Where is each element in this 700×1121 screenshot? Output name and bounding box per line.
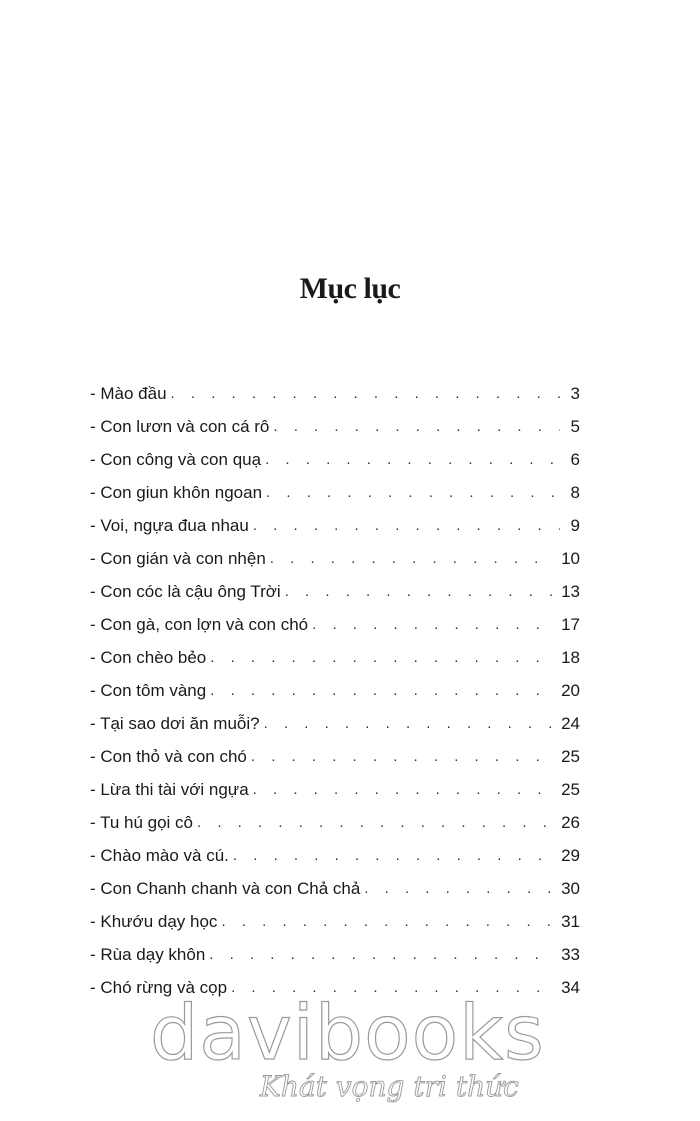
toc-page-number: 31 [561, 912, 580, 931]
toc-dot-leader [364, 878, 555, 900]
toc-dot-leader [270, 548, 555, 570]
toc-entry-title: - Con gián và con nhện [90, 549, 266, 568]
toc-entry-title: - Con tôm vàng [90, 681, 207, 700]
table-of-contents [90, 372, 580, 999]
toc-page-number: 29 [561, 846, 580, 865]
watermark-slogan: Khát vọng tri thức [260, 1070, 519, 1103]
toc-dot-leader [221, 911, 555, 933]
toc-page-number: 20 [561, 681, 580, 700]
toc-entry-title: - Con lươn và con cá rô [90, 417, 270, 436]
toc-dot-leader [266, 482, 560, 504]
toc-page-number: 8 [570, 483, 580, 502]
toc-entry-title: - Rùa dạy khôn [90, 945, 206, 964]
toc-dot-leader [251, 746, 555, 768]
toc-entry [90, 735, 580, 768]
toc-entry [90, 405, 580, 438]
toc-entry-title: - Tại sao dơi ăn muỗi? [90, 714, 260, 733]
toc-page-number: 25 [561, 780, 580, 799]
toc-page-number: 33 [561, 945, 580, 964]
toc-entry-title: - Mào đầu [90, 384, 167, 403]
toc-entry [90, 669, 580, 702]
toc-entry-title: - Con giun khôn ngoan [90, 483, 263, 502]
toc-dot-leader [253, 515, 560, 537]
toc-entry [90, 504, 580, 537]
toc-entry [90, 537, 580, 570]
toc-entry [90, 570, 580, 603]
toc-dot-leader [273, 416, 560, 438]
watermark-brand: davibooks [150, 988, 545, 1077]
toc-page-number: 10 [561, 549, 580, 568]
toc-entry [90, 438, 580, 471]
toc-dot-leader [285, 581, 555, 603]
page-title: Mục lục [299, 272, 401, 306]
toc-page-number: 18 [561, 648, 580, 667]
toc-page-number: 17 [561, 615, 580, 634]
toc-entry [90, 867, 580, 900]
toc-entry [90, 933, 580, 966]
toc-page-number: 30 [561, 879, 580, 898]
toc-entry-title: - Con cóc là cậu ông Trời [90, 582, 281, 601]
toc-entry-title: - Chó rừng và cọp [90, 978, 228, 997]
toc-page-number: 25 [561, 747, 580, 766]
toc-page-number: 24 [561, 714, 580, 733]
toc-page-number: 9 [570, 516, 580, 535]
toc-entry-title: - Khướu dạy học [90, 912, 218, 931]
toc-entry [90, 801, 580, 834]
toc-dot-leader [265, 449, 560, 471]
toc-page-number: 26 [561, 813, 580, 832]
toc-entry-title: - Con chèo bẻo [90, 648, 207, 667]
toc-entry [90, 834, 580, 867]
toc-entry [90, 636, 580, 669]
toc-entry-title: - Con thỏ và con chó [90, 747, 247, 766]
toc-dot-leader [264, 713, 555, 735]
toc-page-number: 13 [561, 582, 580, 601]
toc-dot-leader [210, 647, 555, 669]
toc-entry [90, 900, 580, 933]
toc-entry [90, 768, 580, 801]
toc-dot-leader [209, 944, 555, 966]
toc-page-number: 6 [570, 450, 580, 469]
toc-dot-leader [171, 383, 560, 405]
toc-entry-title: - Tu hú gọi cô [90, 813, 194, 832]
toc-entry [90, 603, 580, 636]
toc-entry-title: - Con gà, con lợn và con chó [90, 615, 309, 634]
toc-dot-leader [197, 812, 555, 834]
toc-dot-leader [210, 680, 555, 702]
toc-page-number: 5 [570, 417, 580, 436]
toc-entry [90, 471, 580, 504]
toc-entry-title: - Con công và con quạ [90, 450, 262, 469]
toc-entry-title: - Voi, ngựa đua nhau [90, 516, 249, 535]
watermark [150, 990, 570, 1103]
toc-entry-title: - Chào mào và cú. [90, 846, 229, 865]
toc-page-number: 34 [561, 978, 580, 997]
toc-entry-title: - Lừa thi tài với ngựa [90, 780, 249, 799]
toc-dot-leader [253, 779, 555, 801]
toc-dot-leader [312, 614, 555, 636]
toc-entry-title: - Con Chanh chanh và con Chả chả [90, 879, 361, 898]
toc-entry [90, 372, 580, 405]
toc-dot-leader [233, 845, 555, 867]
toc-entry [90, 702, 580, 735]
toc-page-number: 3 [570, 384, 580, 403]
